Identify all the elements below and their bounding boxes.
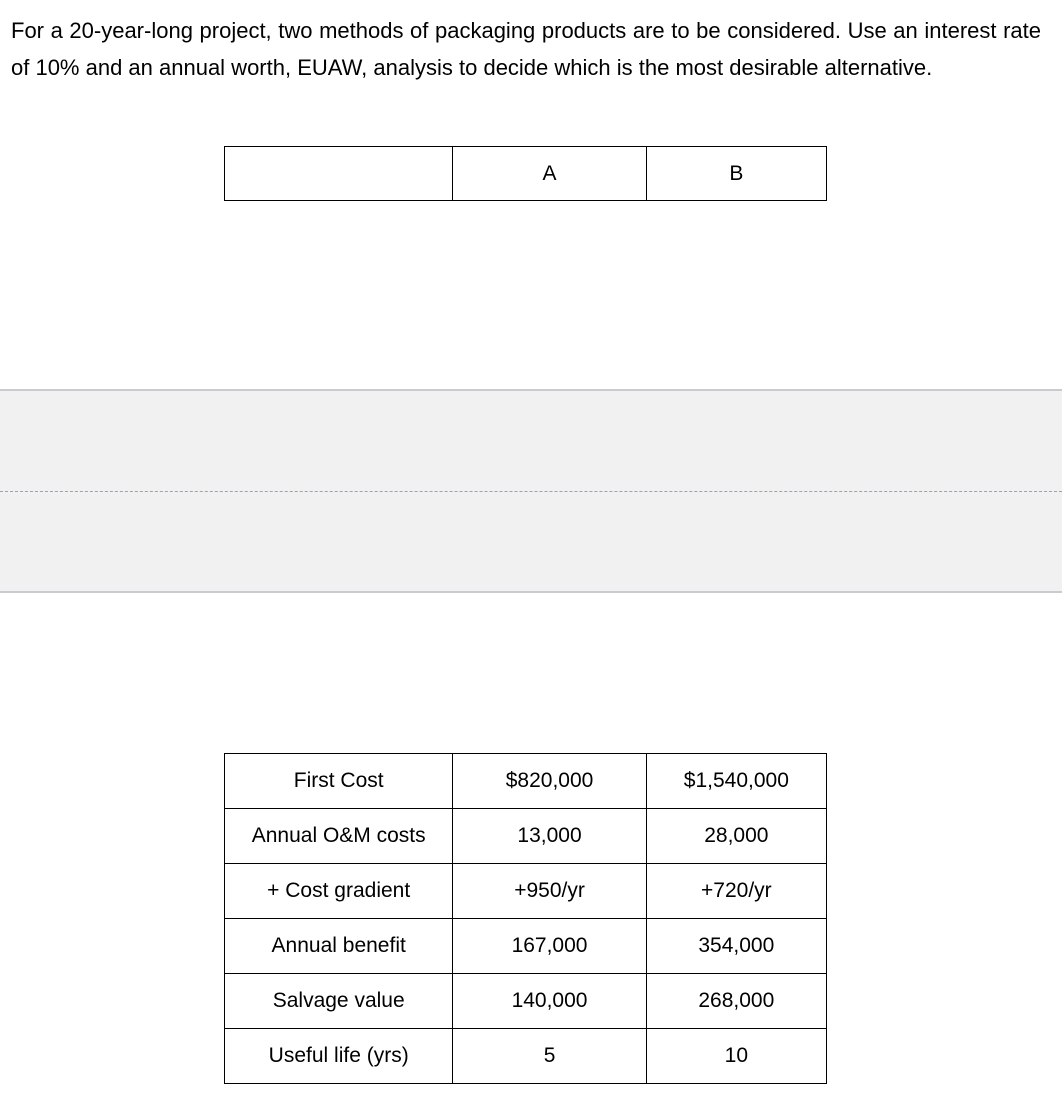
row-value-a: 140,000 <box>453 974 646 1029</box>
table-row <box>225 919 827 974</box>
table-row <box>225 754 827 809</box>
alternatives-data-table <box>224 753 827 1084</box>
row-value-a: 13,000 <box>453 809 646 864</box>
row-label: Useful life (yrs) <box>225 1029 453 1084</box>
table-row <box>225 974 827 1029</box>
row-value-b: 354,000 <box>646 919 826 974</box>
row-value-a: +950/yr <box>453 864 646 919</box>
row-label: + Cost gradient <box>225 864 453 919</box>
alternatives-header-table <box>224 146 827 201</box>
row-value-a: $820,000 <box>453 754 646 809</box>
problem-statement: For a 20-year-long project, two methods of packaging products are to be considered. Use an interest rate of 10% and an annual worth, EUAW, analysis to decide which is the most desirable alternative. <box>11 18 1041 80</box>
header-label-cell <box>225 147 453 201</box>
row-label: Annual benefit <box>225 919 453 974</box>
row-label: Annual O&M costs <box>225 809 453 864</box>
row-value-b: $1,540,000 <box>646 754 826 809</box>
page-break-band <box>0 389 1062 593</box>
row-value-a: 5 <box>453 1029 646 1084</box>
header-col-b: B <box>646 147 826 201</box>
header-col-a: A <box>453 147 646 201</box>
table-row <box>225 1029 827 1084</box>
row-value-b: +720/yr <box>646 864 826 919</box>
row-value-a: 167,000 <box>453 919 646 974</box>
header-row <box>225 147 827 201</box>
row-label: Salvage value <box>225 974 453 1029</box>
table-row <box>225 864 827 919</box>
page-break-dashed-line <box>0 491 1062 492</box>
row-value-b: 28,000 <box>646 809 826 864</box>
table-row <box>225 809 827 864</box>
row-label: First Cost <box>225 754 453 809</box>
row-value-b: 268,000 <box>646 974 826 1029</box>
row-value-b: 10 <box>646 1029 826 1084</box>
